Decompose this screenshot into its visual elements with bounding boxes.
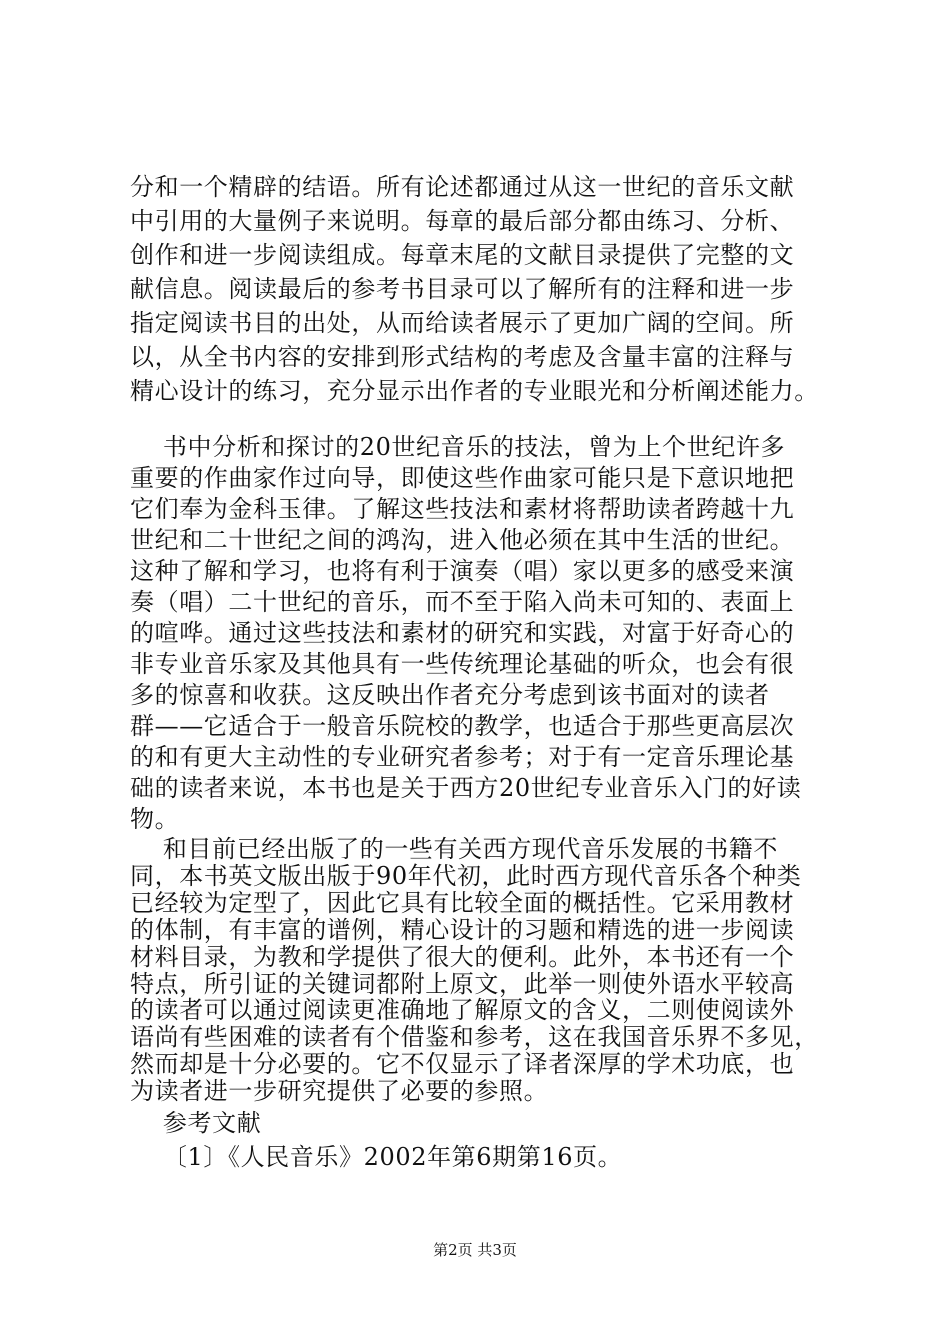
text-line: 同，本书英文版出版于90年代初，此时西方现代音乐各个种类	[130, 862, 802, 890]
text-line: 群——它适合于一般音乐院校的教学，也适合于那些更高层次	[130, 712, 795, 740]
text-line: 中引用的大量例子来说明。每章的最后部分都由练习、分析、	[130, 207, 795, 235]
text-line: 材料目录，为教和学提供了很大的便利。此外，本书还有一个	[130, 943, 795, 971]
page-footer	[0, 1240, 950, 1260]
text-line: 特点，所引证的关键词都附上原文，此举一则使外语水平较高	[130, 970, 795, 998]
text-line: 物。	[130, 805, 180, 833]
text-line: 创作和进一步阅读组成。每章末尾的文献目录提供了完整的文	[130, 241, 795, 269]
text-line: 世纪和二十世纪之间的鸿沟，进入他必须在其中生活的世纪。	[130, 526, 795, 554]
text-line: 的喧哗。通过这些技法和素材的研究和实践，对富于好奇心的	[130, 619, 795, 647]
references-heading: 参考文献	[130, 1109, 262, 1137]
reference-item: 〔1〕《人民音乐》2002年第6期第16页。	[130, 1143, 623, 1171]
text-line: 重要的作曲家作过向导，即使这些作曲家可能只是下意识地把	[130, 464, 795, 492]
text-line: 语尚有些困难的读者有个借鉴和参考，这在我国音乐界不多见，	[130, 1023, 819, 1051]
text-line: 的读者可以通过阅读更准确地了解原文的含义，二则使阅读外	[130, 996, 795, 1024]
text-line: 为读者进一步研究提供了必要的参照。	[130, 1077, 549, 1105]
text-line: 以，从全书内容的安排到形式结构的考虑及含量丰富的注释与	[130, 343, 795, 371]
page-number-label: 第2页 共3页	[433, 1241, 517, 1259]
text-line: 础的读者来说，本书也是关于西方20世纪专业音乐入门的好读	[130, 774, 802, 802]
text-line: 已经较为定型了，因此它具有比较全面的概括性。它采用教材	[130, 889, 795, 917]
text-line: 献信息。阅读最后的参考书目录可以了解所有的注释和进一步	[130, 275, 795, 303]
text-line: 指定阅读书目的出处，从而给读者展示了更加广阔的空间。所	[130, 309, 795, 337]
text-line: 非专业音乐家及其他具有一些传统理论基础的听众，也会有很	[130, 650, 795, 678]
text-line: 然而却是十分必要的。它不仅显示了译者深厚的学术功底，也	[130, 1050, 795, 1078]
text-line: 和目前已经出版了的一些有关西方现代音乐发展的书籍不	[130, 835, 778, 863]
text-line: 精心设计的练习，充分显示出作者的专业眼光和分析阐述能力。	[130, 377, 819, 405]
text-line: 分和一个精辟的结语。所有论述都通过从这一世纪的音乐文献	[130, 173, 795, 201]
text-line: 它们奉为金科玉律。了解这些技法和素材将帮助读者跨越十九	[130, 495, 795, 523]
text-line: 奏（唱）二十世纪的音乐，而不至于陷入尚未可知的、表面上	[130, 588, 795, 616]
text-line: 多的惊喜和收获。这反映出作者充分考虑到该书面对的读者	[130, 681, 770, 709]
text-line: 书中分析和探讨的20世纪音乐的技法，曾为上个世纪许多	[130, 433, 786, 461]
text-line: 的和有更大主动性的专业研究者参考；对于有一定音乐理论基	[130, 743, 795, 771]
text-line: 这种了解和学习，也将有利于演奏（唱）家以更多的感受来演	[130, 557, 795, 585]
text-line: 的体制，有丰富的谱例，精心设计的习题和精选的进一步阅读	[130, 916, 795, 944]
